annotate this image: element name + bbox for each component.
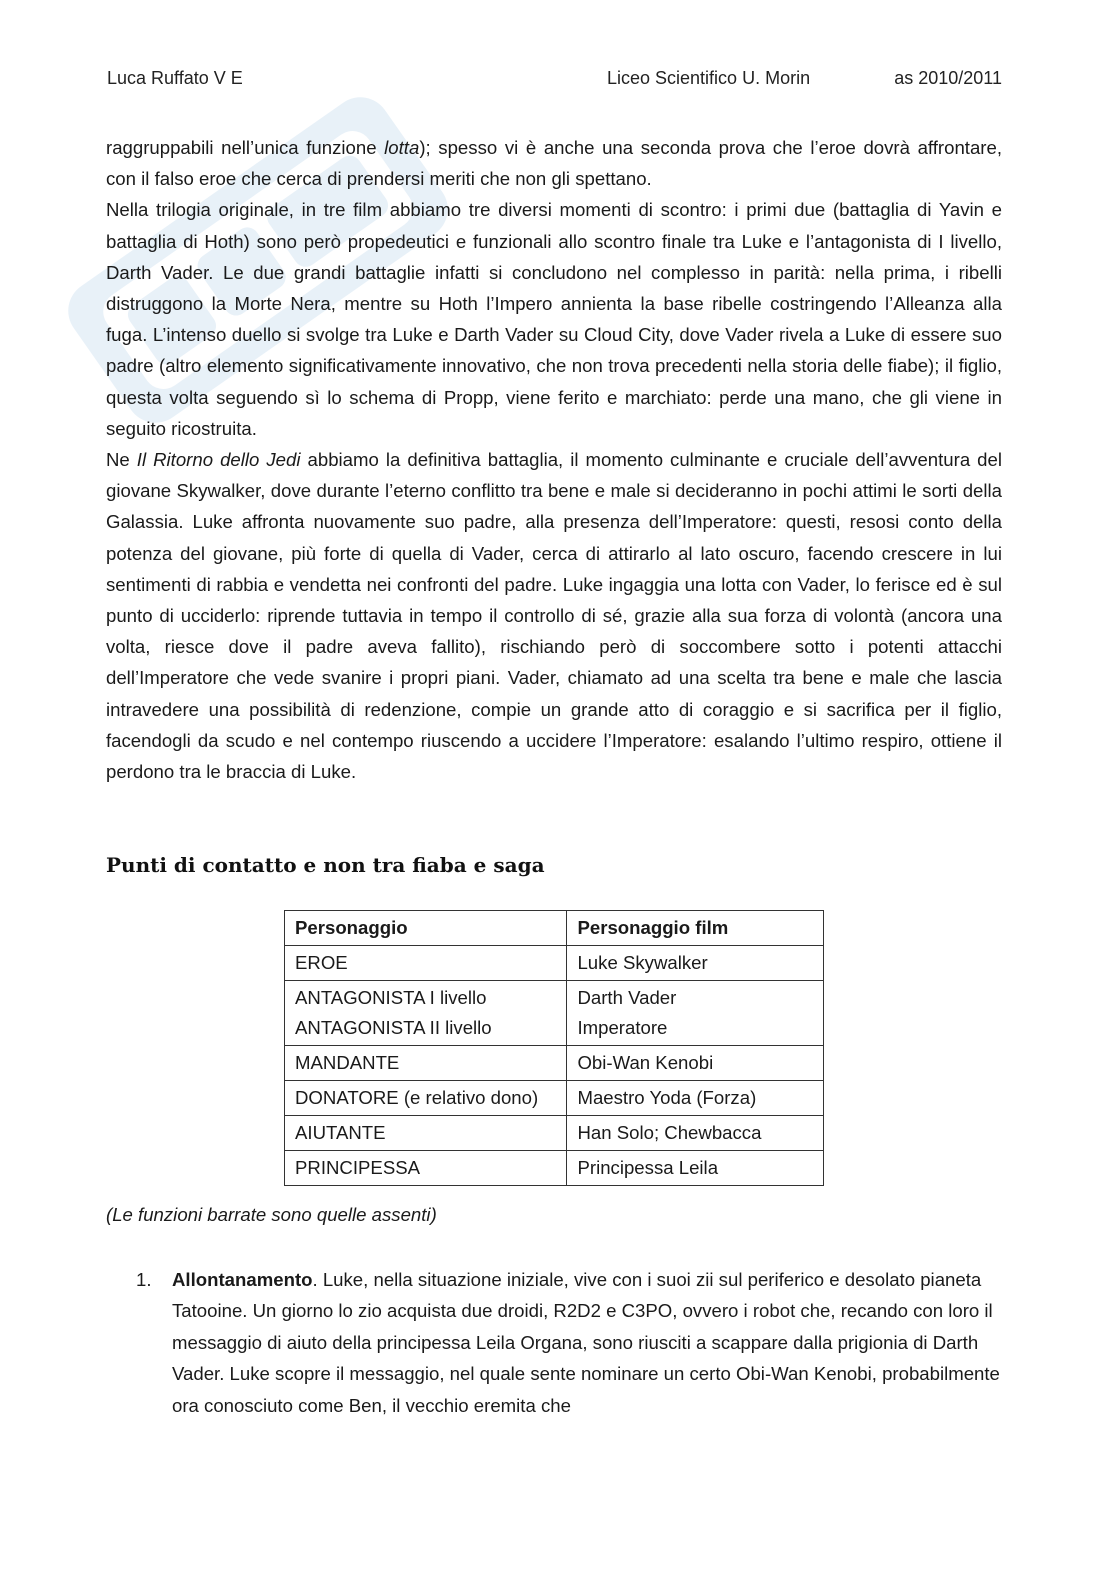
table-cell: EROE (285, 946, 567, 981)
table-cell: Luke Skywalker (567, 946, 824, 981)
list-item-title: Allontanamento (172, 1269, 313, 1290)
list-item-text: . Luke, nella situazione iniziale, vive con i suoi zii sul periferico e desolato pianeta Tatooine. Un giorno lo zio acquista due droidi, R2D2 e C3PO, ovvero i robot che, recando con loro il messaggio di aiuto della principessa Leila Organa, sono riusciti a scappare dalla prigionia di Darth Vader. Luke scopre il messaggio, nel quale sente nominare un certo Obi-Wan Kenobi, probabilmente ora conosciuto come Ben, il vecchio eremita che (172, 1269, 1000, 1416)
body-text (106, 132, 1002, 787)
table-row (285, 1151, 824, 1186)
header-year: as 2010/2011 (894, 68, 1002, 88)
table-header-row (285, 911, 824, 946)
table-header-cell: Personaggio (285, 911, 567, 946)
table-header-cell: Personaggio film (567, 911, 824, 946)
paragraph-3: Ne Il Ritorno dello Jedi abbiamo la definitiva battaglia, il momento culminante e cruciale dell’avventura del giovane Skywalker, dove durante l’eterno conflitto tra bene e male si decideranno in pochi attimi le sorti della Galassia. Luke affronta nuovamente suo padre, alla presenza dell’Imperatore: questi, resosi conto della potenza del giovane, più forte di quella di Vader, cerca di attirarlo al lato oscuro, facendo crescere in lui sentimenti di rabbia e vendetta nei confronti del padre. Luke ingaggia una lotta con Vader, lo ferisce ed è sul punto di ucciderlo: riprende tuttavia in tempo il controllo di sé, grazie alla sua forza di volontà (ancora una volta, riesce dove il padre aveva fallito), rischiando però di soccombere sotto i potenti attacchi dell’Imperatore che vede svanire i propri piani. Vader, chiamato ad una scelta tra bene e male che lascia intravedere una possibilità di redenzione, compie un grande atto di coraggio e si sacrifica per il figlio, facendogli da scudo e nel contempo riuscendo a uccidere l’Imperatore: esalando l’ultimo respiro, ottiene il perdono tra le braccia di Luke. (106, 449, 1002, 783)
header-school: Liceo Scientifico U. Morin (607, 68, 811, 88)
table-row (285, 1046, 824, 1081)
table-cell: Darth Vader Imperatore (567, 981, 824, 1046)
section-title: Punti di contatto e non tra fiaba e saga (106, 853, 545, 877)
table-cell: Obi-Wan Kenobi (567, 1046, 824, 1081)
table-note: (Le funzioni barrate sono quelle assenti) (106, 1204, 437, 1225)
table-cell: Principessa Leila (567, 1151, 824, 1186)
numbered-list (136, 1264, 1002, 1421)
list-number: 1. (136, 1269, 152, 1290)
page-header (107, 68, 1002, 94)
table-cell: Han Solo; Chewbacca (567, 1116, 824, 1151)
list-item (172, 1264, 1002, 1421)
characters-table (284, 910, 824, 1186)
table-cell: PRINCIPESSA (285, 1151, 567, 1186)
table-cell: ANTAGONISTA I livello ANTAGONISTA II livello (285, 981, 567, 1046)
table-cell: MANDANTE (285, 1046, 567, 1081)
paragraph-1: raggruppabili nell’unica funzione lotta); spesso vi è anche una seconda prova che l’eroe dovrà affrontare, con il falso eroe che cerca di prendersi meriti che non gli spettano. (106, 137, 1002, 190)
table-row (285, 946, 824, 981)
table-row (285, 981, 824, 1046)
table-cell: DONATORE (e relativo dono) (285, 1081, 567, 1116)
table-cell: Maestro Yoda (Forza) (567, 1081, 824, 1116)
table-row (285, 1081, 824, 1116)
table-cell: AIUTANTE (285, 1116, 567, 1151)
table-row (285, 1116, 824, 1151)
header-author: Luca Ruffato V E (107, 68, 243, 88)
paragraph-2: Nella trilogia originale, in tre film abbiamo tre diversi momenti di scontro: i primi due (battaglia di Yavin e battaglia di Hoth) sono però propedeutici e funzionali allo scontro finale tra Luke e l’antagonista di I livello, Darth Vader. Le due grandi battaglie infatti si concludono nel complesso in parità: nella prima, i ribelli distruggono la Morte Nera, mentre su Hoth l’Impero annienta la base ribelle costringendo l’Alleanza alla fuga. L’intenso duello si svolge tra Luke e Darth Vader su Cloud City, dove Vader rivela a Luke di essere suo padre (altro elemento significativamente innovativo, che non trova precedenti nella storia delle fiabe); il figlio, questa volta seguendo sì lo schema di Propp, viene ferito e marchiato: perde una mano, che gli viene in seguito ricostruita. (106, 199, 1002, 439)
